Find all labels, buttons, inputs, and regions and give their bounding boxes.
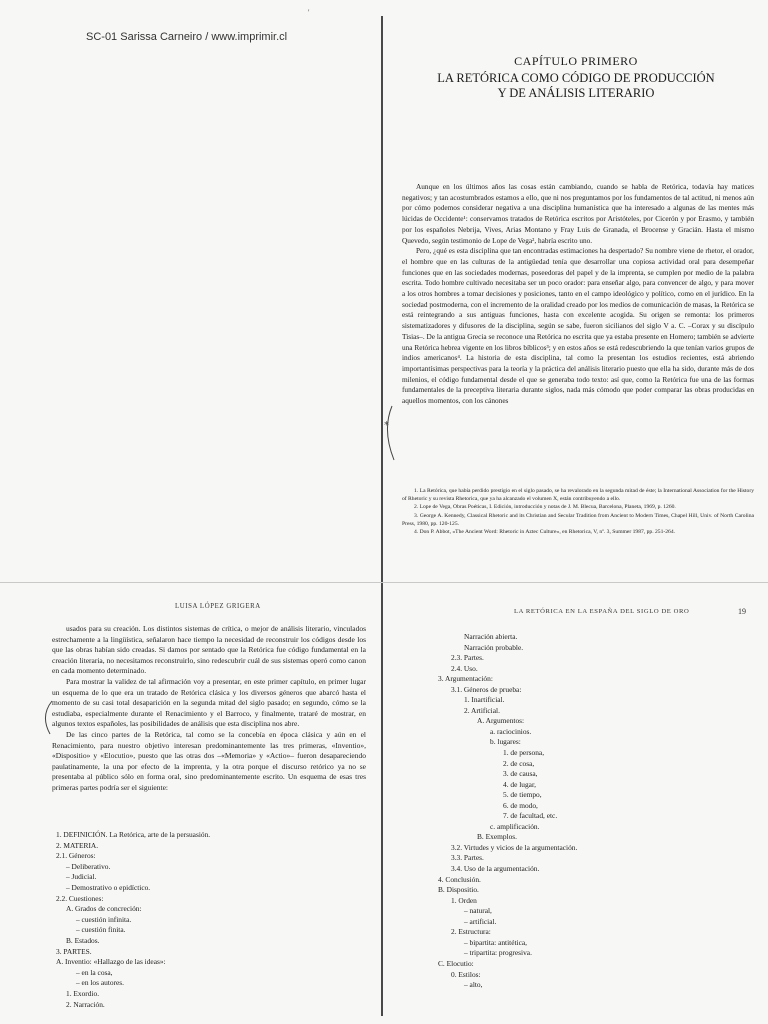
outline-item: 3.1. Géneros de prueba: xyxy=(451,684,522,694)
paragraph: usados para su creación. Los distintos sistemas de crítica, o mejor de análisis literario, vinculados estrechamente a la lingüística, señalaron hace tiempo la necesidad de reconstruir los códigos desde los que las obras habían sido creadas. Si damos por sentado que la Retórica fue código fundamental en la creación literaria, no necesitamos reconstruirlo, sino redescubrir cuál de sus sistemas operó como canon en cada momento determinado. xyxy=(52,624,366,676)
outline-item: c. amplificación. xyxy=(490,821,540,831)
outline-item: 0. Estilos: xyxy=(451,969,481,979)
page-number: 19 xyxy=(738,607,746,616)
running-head: LUISA LÓPEZ GRIGERA xyxy=(175,603,261,610)
outline-item: B. Exemplos. xyxy=(477,832,518,842)
margin-bracket-annotation xyxy=(384,400,408,470)
outline-item: 1. de persona, xyxy=(503,748,545,758)
outline-item: 1. Exordio. xyxy=(66,988,100,998)
chapter-title-line-2: Y DE ANÁLISIS LITERARIO xyxy=(497,86,655,100)
outline-item: 2. MATERIA. xyxy=(56,840,99,850)
outline-item: A. Argumentos: xyxy=(477,716,525,726)
svg-text:*: * xyxy=(384,420,389,431)
outline-item: – alto, xyxy=(464,980,483,990)
margin-bracket-annotation xyxy=(40,698,56,738)
outline-item: 3. de causa, xyxy=(503,769,538,779)
outline-item: 2. de cosa, xyxy=(503,758,535,768)
outline-item: 2.2. Cuestiones: xyxy=(56,893,104,903)
rhetoric-outline-continued xyxy=(438,632,758,991)
document-header: SC-01 Sarissa Carneiro / www.imprimir.cl xyxy=(86,31,288,43)
outline-item: C. Elocutio: xyxy=(438,958,474,968)
outline-item: 3.2. Virtudes y vicios de la argumentación. xyxy=(451,842,578,852)
outline-item: B. Dispositio. xyxy=(438,885,479,895)
chapter-title-line-1: LA RETÓRICA COMO CÓDIGO DE PRODUCCIÓN xyxy=(437,71,715,85)
outline-item: – artificial. xyxy=(464,916,497,926)
outline-item: Narración abierta. xyxy=(464,632,518,641)
outline-item: 1. Orden xyxy=(451,895,477,905)
outline-item: B. Estados. xyxy=(66,935,100,945)
outline-item: 7. de facultad, etc. xyxy=(503,811,558,821)
outline-item: 2.4. Uso. xyxy=(451,663,478,673)
outline-item: A. Inventio: «Hallazgo de las ideas»: xyxy=(56,957,166,967)
chapter-label: CAPÍTULO PRIMERO xyxy=(514,54,638,68)
outline-item: 3. Argumentación: xyxy=(438,674,493,684)
page-19 xyxy=(384,580,768,1024)
outline-item: 4. de lugar, xyxy=(503,779,536,789)
outline-item: – bipartita: antitética, xyxy=(464,937,528,947)
footnotes xyxy=(402,487,754,536)
outline-item: 2.1. Géneros: xyxy=(56,851,96,861)
outline-item: – cuestión infinita. xyxy=(76,914,132,924)
outline-item: 2. Narración. xyxy=(66,999,105,1009)
footnote: 2. Lope de Vega, Obras Poéticas, I. Edición, introducción y notas de J. M. Blecua, Barcelona, Planeta, 1969, p. 1260. xyxy=(414,504,676,511)
outline-item: 3.3. Partes. xyxy=(451,853,484,863)
outline-item: 2. Artificial. xyxy=(464,705,500,715)
paragraph: Aunque en los últimos años las cosas están cambiando, cuando se habla de Retórica, todavía hay matices negativos; y tan acostumbrados estamos a ello, que ni nos preguntamos por los fundamentos de tal actitud, ni menos aún por cómo podemos considerar negativa a una disciplina humanística que ha interesado a algunas de las mentes más lúcidas de Occidente¹: conservamos tratados de Retórica escritos por Aristóteles, por Cicerón y por Erasmo, y también por los españoles Nebrija, Vives, Arias Montano y Fray Luis de Granada, el Brocense y Gracián. Hasta el mismo Quevedo, según testimonio de Lope de Vega², habría escrito uno. xyxy=(402,182,754,245)
outline-item: – Demostrativo o epidíctico. xyxy=(66,882,151,892)
outline-item: – natural, xyxy=(464,906,492,916)
outline-item: – tripartita: progresiva. xyxy=(464,948,532,958)
outline-item: 1. Inartificial. xyxy=(464,695,505,705)
footnote: 3. George A. Kennedy, Classical Rhetoric and its Christian and Secular Tradition from Ancient to Modern Times, Chapel Hill, Univ. of North Carolina Press, 1980, pp. 120-125. xyxy=(402,512,754,527)
footnote: 4. Don P. Abbot, «The Ancient Word: Rhetoric in Aztec Culture», en Rhetorica, V, nº. 3, Summer 1987, pp. 251-264. xyxy=(414,529,676,536)
outline-item: b. lugares: xyxy=(490,737,521,747)
running-head: LA RETÓRICA EN LA ESPAÑA DEL SIGLO DE ORO xyxy=(514,608,690,615)
paragraph: De las cinco partes de la Retórica, tal como se la concebía en época clásica y aún en el Renacimiento, para nuestro objetivo interesan predominantemente las tres primeras, «Inventio», «Dispositio» y «Elocutio», puesto que las otras dos –«Memoria» y «Actio»– fueron desapareciendo paulatinamente, la una por efecto de la imprenta, y la otra porque el discurso retórico ya no se presentaba al público sólo en forma oral, sino predominantemente escrito. Un esquema de esas tres primeras partes podría ser el siguiente: xyxy=(52,729,366,792)
outline-item: Narración probable. xyxy=(464,642,524,652)
outline-item: a. raciocinios. xyxy=(490,726,532,736)
outline-item: 3.4. Uso de la argumentación. xyxy=(451,864,540,874)
outline-item: – cuestión finita. xyxy=(76,925,126,935)
footnote: 1. La Retórica, que había perdido prestigio en el siglo pasado, se ha revalorado en la segunda mitad de éste; la International Association for the History of Rhetoric y su revista Rhetorica, que ya ha alcanzado el volumen X, están contribuyendo a ello. xyxy=(402,488,754,503)
page-body xyxy=(52,624,366,794)
outline-item: 5. de tiempo, xyxy=(503,790,542,800)
outline-item: – Deliberativo. xyxy=(66,861,111,871)
page-chapter-one xyxy=(384,0,768,580)
outline-item: A. Grados de concreción: xyxy=(66,904,142,914)
scan-mark: ' xyxy=(308,8,310,17)
paragraph: Pero, ¿qué es esta disciplina que tan encontradas estimaciones ha despertado? Su nombre viene de rhetor, el orador, el hombre que en las culturas de la antigüedad tenía que desarrollar una copiosa actividad oral para desempeñar funciones que en las sociedades modernas, poseedoras del papel y de la imprenta, se cumplen por medio de la palabra escrita. Todo hombre cultivado necesitaba ser un poco orador: para enseñar algo, para convencer de algo, y para mover a los otros hombres a tomar decisiones y posiciones, tanto en el campo ideológico y político, como en el jurídico. En la sociedad postmoderna, con el incremento de la oralidad creado por los medios de comunicación de masas, la Retórica se está reintegrando a sus antiguas funciones, hasta con excelente acogida. Su origen se remonta: los primeros sistematizadores y difusores de la disciplina, según se sabe, fueron sicilianos del siglo V a. C. –Corax y su discípulo Tisias–. De la antigua Grecia se reconoce una Retórica no escrita que ya estaba presente en Homero; también se advierte una Retórica hebrea vigente en los libros bíblicos³; y en estos años se está redescubriendo la que tenían varios grupos de indios americanos⁴. La historia de esta disciplina, tal como la presentan los estudios recientes, está abriendo importantísimas perspectivas para la teoría y la práctica del análisis literario puesto que ella ha sido, durante más de dos milenios, el código fundamental desde el que se generaba todo texto: así que, como la Retórica fue una de las formas fundamentales de la preceptiva literaria durante siglos, nada más cómodo que poder comparar las obras producidas en aquellos momentos, con los cánones xyxy=(402,246,754,406)
outline-item: 4. Conclusión. xyxy=(438,874,481,884)
outline-item: – en la cosa, xyxy=(76,967,113,977)
outline-item: – en los autores. xyxy=(76,978,125,988)
outline-item: 2.3. Partes. xyxy=(451,653,484,663)
rhetoric-outline xyxy=(56,830,376,1010)
page-1 xyxy=(0,0,384,580)
outline-item: 2. Estructura: xyxy=(451,927,491,937)
paragraph: Para mostrar la validez de tal afirmación voy a presentar, en este primer capítulo, en primer lugar un esquema de lo que era un tratado de Retórica clásica y los diversos géneros que abarcó hasta el momento de su casi total desaparición en la segunda mitad del siglo pasado; en segundo, cómo se la estudiaba, especialmente durante el Renacimiento y el Barroco, y finalmente, trataré de mostrar, en algunos textos españoles, las posibilidades de análisis que esta disciplina nos abre. xyxy=(52,676,366,729)
outline-item: 1. DEFINICIÓN. La Retórica, arte de la persuasión. xyxy=(56,830,211,839)
outline-item: 3. PARTES. xyxy=(56,946,92,956)
outline-item: – Judicial. xyxy=(66,872,97,882)
chapter-body xyxy=(402,182,754,407)
page-grigera xyxy=(0,580,384,1024)
outline-item: 6. de modo, xyxy=(503,800,538,810)
